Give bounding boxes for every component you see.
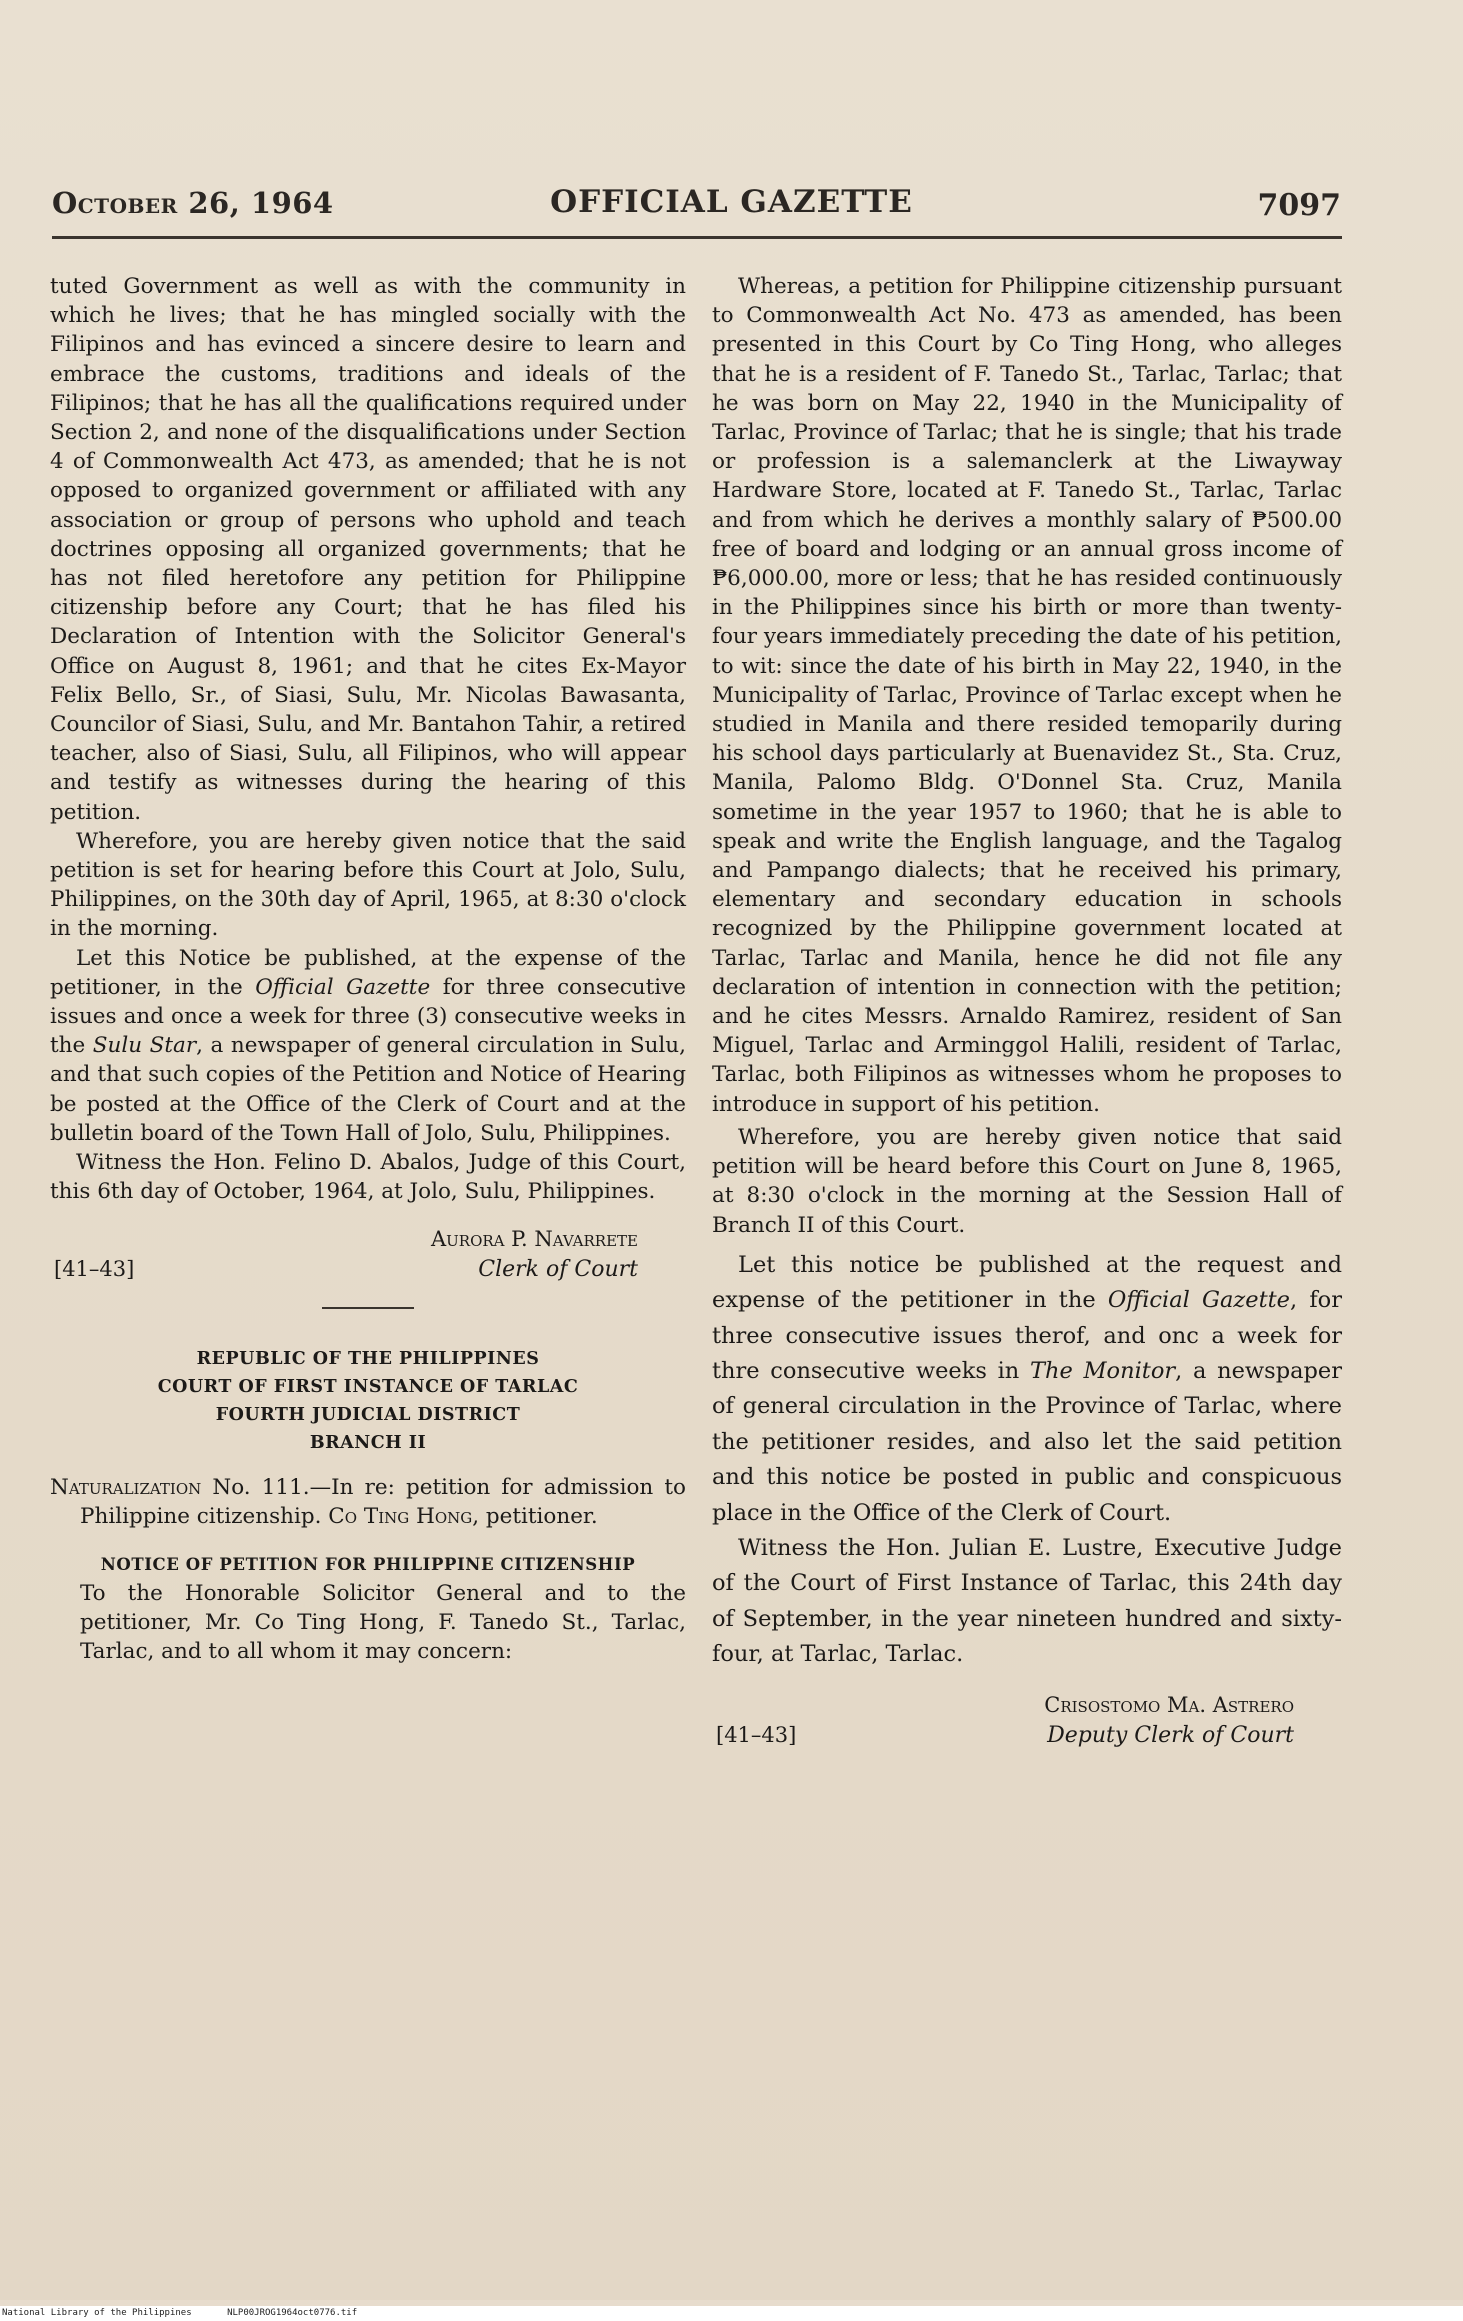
footer-library: National Library of the Philippines bbox=[2, 2308, 192, 2318]
section-divider bbox=[322, 1307, 414, 1309]
left-signatory-title: Clerk of Court bbox=[478, 1256, 638, 1282]
footer-filename: NLP00JROG1964oct0776.tif bbox=[227, 2308, 358, 2318]
left-column bbox=[50, 272, 686, 1666]
right-p3-text-a: Let this notice be published at the request and expense of the petitioner in the bbox=[712, 1251, 1342, 1314]
left-signature-block bbox=[50, 1225, 686, 1285]
right-column bbox=[712, 272, 1342, 1751]
right-large-block bbox=[712, 1248, 1342, 1673]
case-text-a: No. 111.—In re: petition for admission to Philippine citizenship. bbox=[80, 1474, 686, 1529]
left-paragraph-2: Wherefore, you are hereby given notice that the said petition is set for hearing before this Court at Jolo, Sulu, Philippines, on the 30th day of April, 1965, at 8:30 o'clock in the morning. bbox=[50, 828, 686, 942]
left-p3-text-b: for three consecutive issues and once a week for three (3) consecutive weeks in the bbox=[50, 974, 686, 1059]
right-p3-monitor: The Monitor bbox=[1030, 1357, 1176, 1384]
right-paragraph-3 bbox=[712, 1248, 1342, 1531]
petitioner-name: Co Ting Hong bbox=[328, 1504, 473, 1529]
header-rule bbox=[52, 236, 1342, 239]
right-paragraph-4: Witness the Hon. Julian E. Lustre, Executive Judge of the Court of First Instance of Tarlac, this 24th day of September, in the year nineteen hundred and sixty-four, at Tarlac, Tarlac. bbox=[712, 1534, 1342, 1668]
left-issue-reference: [41–43] bbox=[54, 1256, 135, 1281]
right-p3-text-b: , for three consecutive issues therof, and onc a week for thre consecutive weeks in bbox=[712, 1287, 1342, 1384]
court-heading-line-1: REPUBLIC OF THE PHILIPPINES bbox=[196, 1348, 540, 1369]
court-heading-line-3: FOURTH JUDICIAL DISTRICT bbox=[215, 1404, 521, 1425]
case-label: Naturalization bbox=[50, 1474, 202, 1500]
case-text-b: , petitioner. bbox=[472, 1504, 598, 1529]
left-p3-text-c: , a newspaper of general circulation in Sulu, and that such copies of the Petition and Notice of Hearing be posted at the Office of the Clerk of Court and at the bulletin board of the Town Hall of Jolo, Sulu, Philippines. bbox=[50, 1033, 686, 1146]
right-p3-text-c: , a newspaper of general circulation in the Province of Tarlac, where the petitioner resides, and also let the said petition and this notice be posted in public and conspicuous place in the Office of the Clerk of Court. bbox=[712, 1357, 1342, 1526]
scan-footer bbox=[0, 2306, 1463, 2321]
left-p3-text-a: Let this Notice be published, at the expense of the petitioner, in the bbox=[50, 945, 686, 1000]
page-number: 7097 bbox=[1257, 188, 1341, 223]
left-p3-gazette: Official Gazette bbox=[255, 974, 431, 1000]
left-paragraph-4: Witness the Hon. Felino D. Abalos, Judge of this Court, this 6th day of October, 1964, at Jolo, Sulu, Philippines. bbox=[50, 1150, 686, 1205]
right-issue-reference: [41–43] bbox=[716, 1722, 797, 1747]
right-p3-gazette: Official Gazette bbox=[1107, 1287, 1290, 1314]
case-title bbox=[50, 1473, 686, 1532]
right-paragraph-2: Wherefore, you are hereby given notice that said petition will be heard before this Court on June 8, 1965, at 8:30 o'clock in the morning at the Session Hall of Branch II of this Court. bbox=[712, 1124, 1342, 1238]
left-p3-sulu-star: Sulu Star bbox=[92, 1033, 197, 1059]
notice-heading: NOTICE OF PETITION FOR PHILIPPINE CITIZENSHIP bbox=[100, 1554, 636, 1574]
notice-address: To the Honorable Solicitor General and to the petitioner, Mr. Co Ting Hong, F. Tanedo St., Tarlac, Tarlac, and to all whom it may concern: bbox=[80, 1580, 686, 1665]
right-signature-block bbox=[712, 1691, 1342, 1751]
left-signatory-name: Aurora P. Navarrete bbox=[430, 1226, 638, 1251]
court-heading-line-2: COURT OF FIRST INSTANCE OF TARLAC bbox=[157, 1376, 579, 1397]
right-signatory-name: Crisostomo Ma. Astrero bbox=[1044, 1692, 1294, 1717]
left-paragraph-3 bbox=[50, 944, 686, 1148]
publication-title: OFFICIAL GAZETTE bbox=[550, 184, 913, 220]
left-paragraph-1: tuted Government as well as with the community in which he lives; that he has mingled socially with the Filipinos and has evinced a sincere desire to learn and embrace the customs, traditions and ideals of the Filipinos; that he has all the qualifications required under Section 2, and none of the disqualifications under Section 4 of Commonwealth Act 473, as amended; that he is not opposed to organized government or affiliated with any association or group of persons who uphold and teach doctrines opposing all organized governments; that he has not filed heretofore any petition for Philippine citizenship before any Court; that he has filed his Declaration of Intention with the Solicitor General's Office on August 8, 1961; and that he cites Ex-Mayor Felix Bello, Sr., of Siasi, Sulu, Mr. Nicolas Bawasanta, Councilor of Siasi, Sulu, and Mr. Bantahon Tahir, a retired teacher, also of Siasi, Sulu, all Filipinos, who will appear and testify as witnesses during the hearing of this petition. bbox=[50, 274, 686, 825]
right-paragraph-1: Whereas, a petition for Philippine citizenship pursuant to Commonwealth Act No. 473 as amended, has been presented in this Court by Co Ting Hong, who alleges that he is a resident of F. Tanedo St., Tarlac, Tarlac; that he was born on May 22, 1940 in the Municipality of Tarlac, Province of Tarlac; that he is single; that his trade or profession is a salemanclerk at the Liwayway Hardware Store, located at F. Tanedo St., Tarlac, Tarlac and from which he derives a monthly salary of ₱500.00 free of board and lodging or an annual gross income of ₱6,000.00, more or less; that he has resided continuously in the Philippines since his birth or more than twenty-four years immediately preceding the date of his petition, to wit: since the date of his birth in May 22, 1940, in the Municipality of Tarlac, Province of Tarlac except when he studied in Manila and there resided temoparily during his school days particularly at Buenavidez St., Sta. Cruz, Manila, Palomo Bldg. O'Donnel Sta. Cruz, Manila sometime in the year 1957 to 1960; that he is able to speak and write the English language, and the Tagalog and Pampango dialects; that he received his primary, elementary and secondary education in schools recognized by the Philippine government located at Tarlac, Tarlac and Manila, hence he did not file any declaration of intention in connection with the petition; and he cites Messrs. Arnaldo Ramirez, resident of San Miguel, Tarlac and Arminggol Halili, resident of Tarlac, Tarlac, both Filipinos as witnesses whom he proposes to introduce in support of his petition. bbox=[712, 274, 1342, 1117]
court-heading-line-4: BRANCH II bbox=[309, 1432, 427, 1453]
issue-date: October 26, 1964 bbox=[52, 186, 334, 220]
right-signatory-title: Deputy Clerk of Court bbox=[1047, 1722, 1294, 1748]
court-heading bbox=[50, 1345, 686, 1457]
